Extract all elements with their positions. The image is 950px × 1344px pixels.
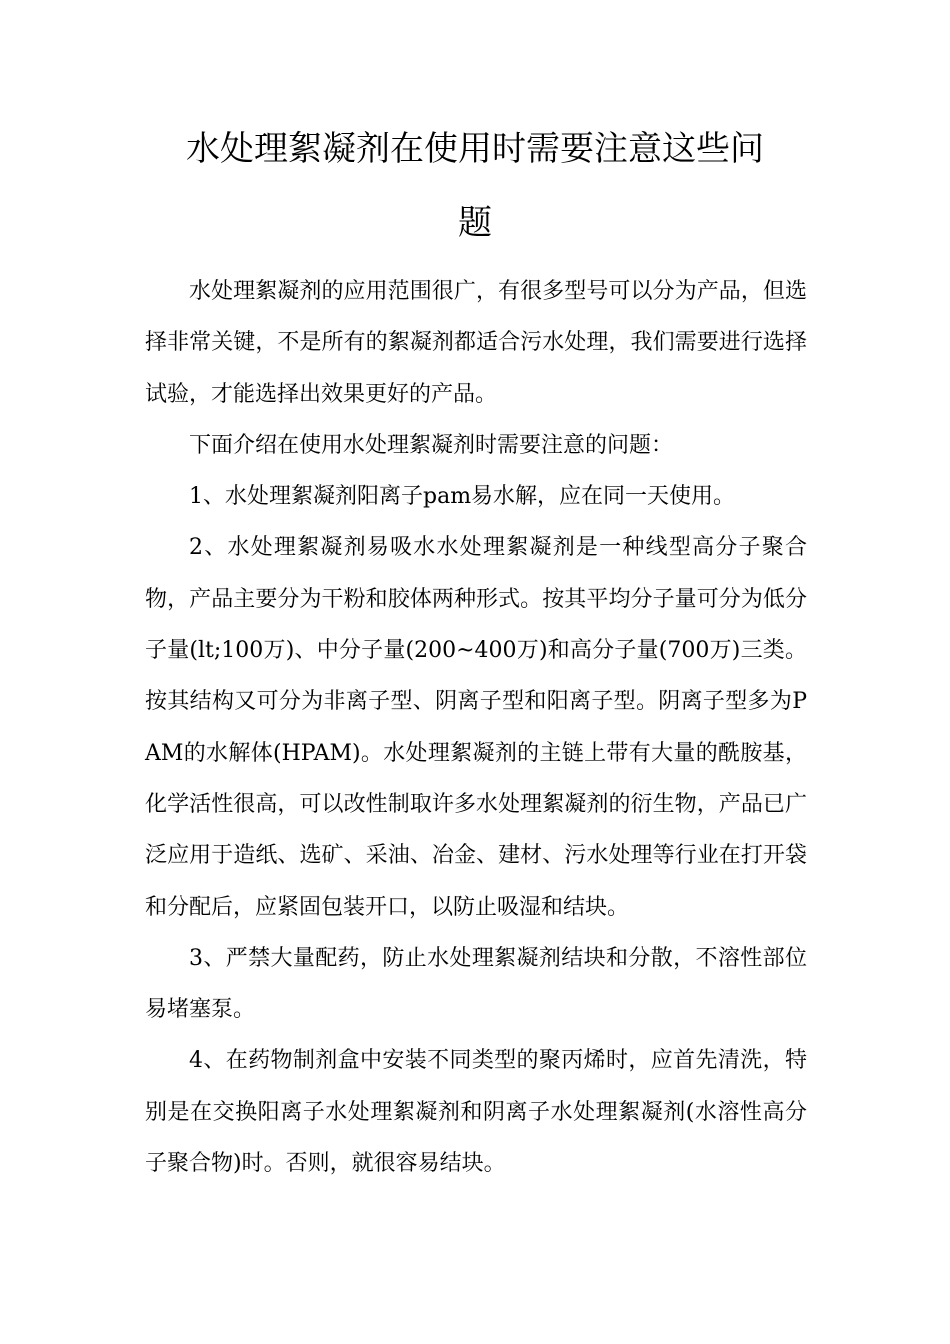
title-block: [180, 112, 770, 260]
paragraph-lead-in: 下面介绍在使用水处理絮凝剂时需要注意的问题：: [189, 432, 674, 458]
document-body: [145, 266, 807, 1189]
document-title: 水处理絮凝剂在使用时需要注意这些问题: [186, 129, 764, 243]
paragraph-item-2: 2、水处理絮凝剂易吸水水处理絮凝剂是一种线型高分子聚合物，产品主要分为干粉和胶体两种形式。按其平均分子量可分为低分子量(lt;100万)、中分子量(200~400万)和高分子量(700万)三类。按其结构又可分为非离子型、阴离子型和阳离子型。阴离子型多为PAM的水解体(HPAM)。水处理絮凝剂的主链上带有大量的酰胺基，化学活性很高，可以改性制取许多水处理絮凝剂的衍生物，产品已广泛应用于造纸、选矿、采油、冶金、建材、污水处理等行业在打开袋和分配后，应紧固包装开口，以防止吸湿和结块。: [145, 535, 807, 920]
paragraph-item-4: 4、在药物制剂盒中安装不同类型的聚丙烯时，应首先清洗，特别是在交换阳离子水处理絮凝剂和阴离子水处理絮凝剂(水溶性高分子聚合物)时。否则，就很容易结块。: [145, 1048, 807, 1177]
paragraph-item-1: 1、水处理絮凝剂阳离子pam易水解，应在同一天使用。: [189, 484, 736, 510]
paragraph-item-3: 3、严禁大量配药，防止水处理絮凝剂结块和分散，不溶性部位易堵塞泵。: [145, 945, 807, 1023]
paragraph-intro: 水处理絮凝剂的应用范围很广，有很多型号可以分为产品，但选择非常关键，不是所有的絮凝剂都适合污水处理，我们需要进行选择试验，才能选择出效果更好的产品。: [145, 279, 807, 407]
